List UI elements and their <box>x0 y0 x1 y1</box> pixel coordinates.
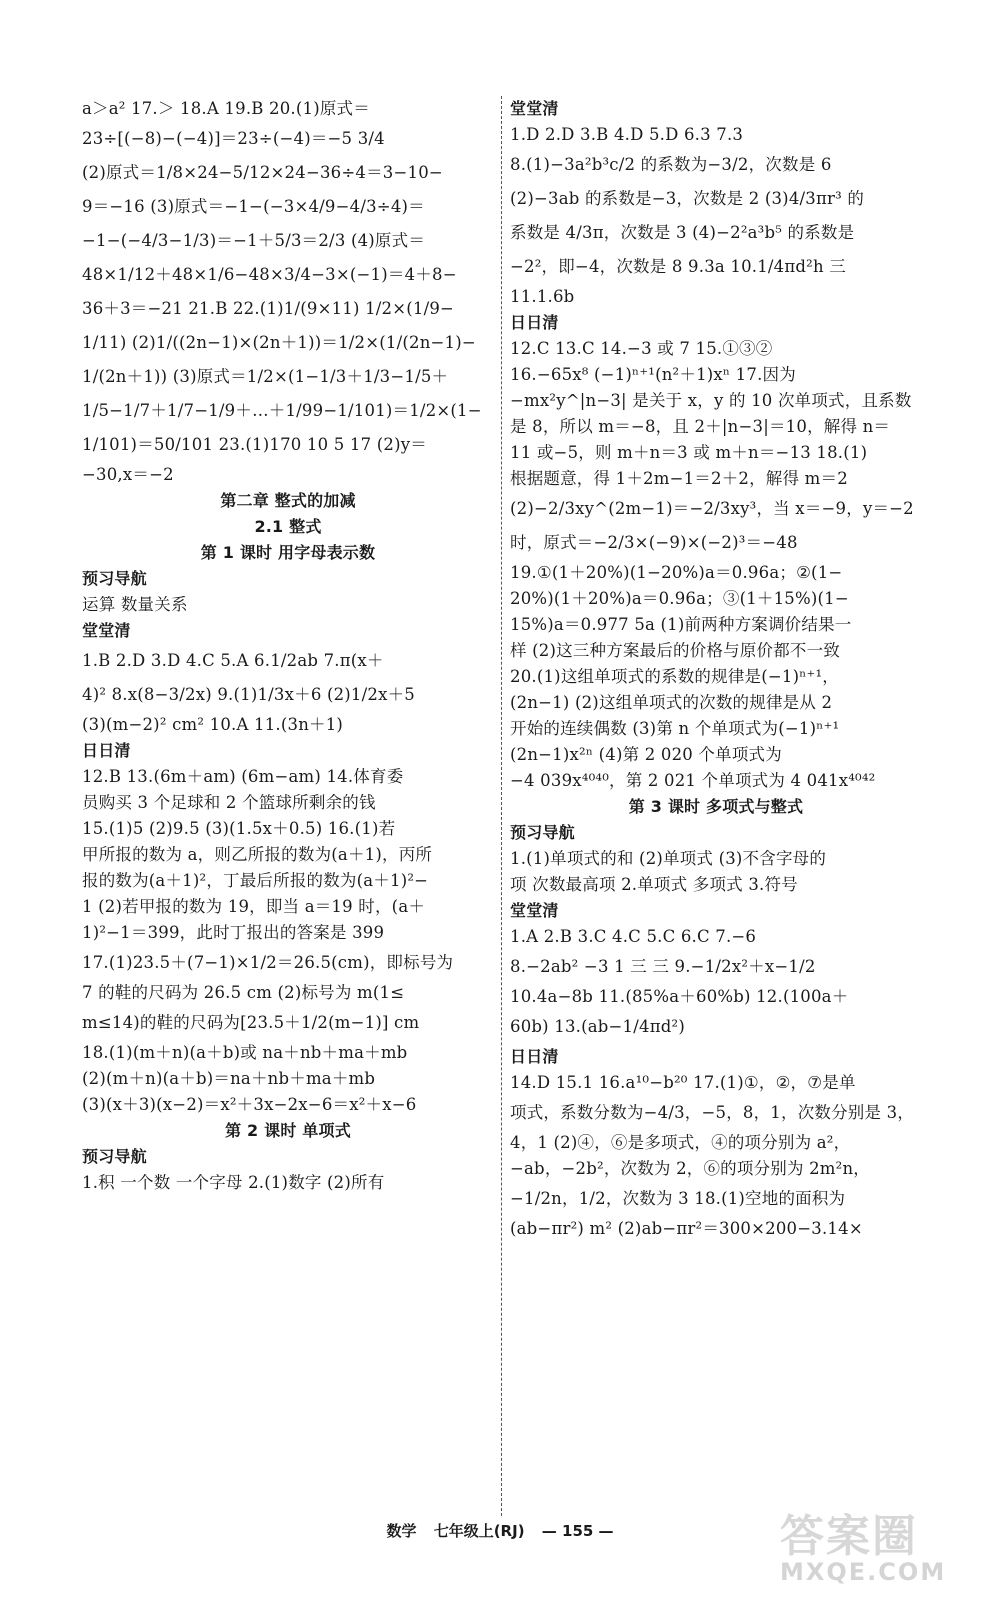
right-answer-line: −1/2n，1/2，次数为 3 18.(1)空地的面积为 <box>510 1189 846 1208</box>
left-answer-line: 2.1 整式 <box>254 517 322 536</box>
right-answer-line: 项 次数最高项 2.单项式 多项式 3.符号 <box>510 875 798 894</box>
right-answer-line: 8.(1)−3a²b³c/2 的系数为−3/2，次数是 6 <box>510 155 832 174</box>
left-answer-line: 预习导航 <box>82 569 147 588</box>
right-answer-line: 11 或−5，则 m＋n＝3 或 m＋n＝−13 18.(1) <box>510 443 868 462</box>
left-answer-line: 4)² 8.x(8−3/2x) 9.(1)1/3x＋6 (2)1/2x＋5 <box>82 685 415 704</box>
left-answer-line: −30,x＝−2 <box>82 465 174 484</box>
right-answer-line: 12.C 13.C 14.−3 或 7 15.①③② <box>510 339 773 358</box>
left-answer-line: 1.B 2.D 3.D 4.C 5.A 6.1/2ab 7.π(x＋ <box>82 651 384 670</box>
column-divider <box>501 96 502 1516</box>
left-answer-line: −1−(−4/3−1/3)＝−1＋5/3＝2/3 (4)原式＝ <box>82 231 426 250</box>
left-answer-line: 1.积 一个数 一个字母 2.(1)数字 (2)所有 <box>82 1173 385 1192</box>
right-answer-line: 时，原式＝−2/3×(−9)×(−2)³＝−48 <box>510 533 798 552</box>
right-answer-line: 1.(1)单项式的和 (2)单项式 (3)不含字母的 <box>510 849 827 868</box>
left-answer-line: a＞a² 17.＞ 18.A 19.B 20.(1)原式＝ <box>82 99 370 118</box>
right-answer-line: 8.−2ab² −3 1 三 三 9.−1/2x²＋x−1/2 <box>510 957 816 976</box>
right-answer-line: 1.A 2.B 3.C 4.C 5.C 6.C 7.−6 <box>510 927 757 946</box>
left-answer-line: 员购买 3 个足球和 2 个篮球所剩余的钱 <box>82 793 376 812</box>
right-answer-line: 11.1.6b <box>510 287 575 306</box>
left-answer-line: 12.B 13.(6m＋am) (6m−am) 14.体育委 <box>82 767 404 786</box>
left-answer-line: (2)(m＋n)(a＋b)＝na＋nb＋ma＋mb <box>82 1069 376 1088</box>
right-answer-line: (2)−3ab 的系数是−3，次数是 2 (3)4/3πr³ 的 <box>510 189 865 208</box>
left-answer-line: 预习导航 <box>82 1147 147 1166</box>
left-answer-line: 第 1 课时 用字母表示数 <box>200 543 376 562</box>
left-answer-line: 1 (2)若甲报的数为 19，即当 a＝19 时，(a＋ <box>82 897 426 916</box>
right-answer-line: −ab，−2b²，次数为 2，⑥的项分别为 2m²n， <box>510 1159 870 1178</box>
right-answer-line: 系数是 4/3π，次数是 3 (4)−2²a³b⁵ 的系数是 <box>510 223 855 242</box>
left-answer-line: 日日清 <box>82 741 131 760</box>
right-answer-line: 堂堂清 <box>510 99 559 118</box>
right-answer-line: 开始的连续偶数 (3)第 n 个单项式为(−1)ⁿ⁺¹ <box>510 719 840 738</box>
right-answer-line: 项式，系数分数为−4/3，−5，8，1，次数分别是 3， <box>510 1103 915 1122</box>
right-column <box>510 96 922 1242</box>
right-answer-line: −2²，即−4，次数是 8 9.3a 10.1/4πd²h 三 <box>510 257 846 276</box>
footer-grade: 七年级上(RJ) <box>433 1522 525 1540</box>
left-answer-line: 第 2 课时 单项式 <box>225 1121 351 1140</box>
right-answer-line: 20.(1)这组单项式的系数的规律是(−1)ⁿ⁺¹， <box>510 667 839 686</box>
left-answer-line: 36＋3＝−21 21.B 22.(1)1/(9×11) 1/2×(1/9− <box>82 299 455 318</box>
left-answer-line: 15.(1)5 (2)9.5 (3)(1.5x＋0.5) 16.(1)若 <box>82 819 396 838</box>
watermark-logo <box>780 1500 980 1590</box>
right-answer-line: 16.−65x⁸ (−1)ⁿ⁺¹(n²＋1)xⁿ 17.因为 <box>510 365 796 384</box>
right-answer-line: 4，1 (2)④，⑥是多项式，④的项分别为 a²， <box>510 1133 851 1152</box>
left-answer-line: 甲所报的数为 a，则乙所报的数为(a＋1)，丙所 <box>82 845 433 864</box>
left-answer-line: 9＝−16 (3)原式＝−1−(−3×4/9−4/3÷4)＝ <box>82 197 425 216</box>
right-answer-line: 堂堂清 <box>510 901 559 920</box>
left-answer-line: 1)²−1＝399，此时丁报出的答案是 399 <box>82 923 385 942</box>
left-answer-line: 23÷[(−8)−(−4)]＝23÷(−4)＝−5 3/4 <box>82 129 385 148</box>
right-answer-line: (2n−1)x²ⁿ (4)第 2 020 个单项式为 <box>510 745 782 764</box>
footer-page-number: — 155 — <box>541 1522 614 1540</box>
left-answer-line: 18.(1)(m＋n)(a＋b)或 na＋nb＋ma＋mb <box>82 1043 408 1062</box>
right-answer-line: 是 8，所以 m＝−8，且 2＋|n−3|＝10，解得 n＝ <box>510 417 891 436</box>
right-answer-line: 15%)a＝0.977 5a (1)前两种方案调价结果一 <box>510 615 852 634</box>
left-answer-line: m≤14)的鞋的尺码为[23.5＋1/2(m−1)] cm <box>82 1013 420 1032</box>
left-answer-line: 报的数为(a＋1)²，丁最后所报的数为(a＋1)²− <box>82 871 429 890</box>
left-answer-line: 运算 数量关系 <box>82 595 188 614</box>
right-answer-line: −mx²y^|n−3| 是关于 x，y 的 10 次单项式，且系数 <box>510 391 912 410</box>
left-answer-line: 1/5−1/7＋1/7−1/9＋…＋1/99−1/101)＝1/2×(1− <box>82 401 482 420</box>
right-answer-line: (ab−πr²) m² (2)ab−πr²＝300×200−3.14× <box>510 1219 863 1238</box>
left-answer-line: 17.(1)23.5＋(7−1)×1/2＝26.5(cm)，即标号为 <box>82 953 454 972</box>
right-answer-line: 日日清 <box>510 1047 559 1066</box>
right-answer-line: (2n−1) (2)这组单项式的次数的规律是从 2 <box>510 693 833 712</box>
right-answer-line: 日日清 <box>510 313 559 332</box>
right-answer-line: 60b) 13.(ab−1/4πd²) <box>510 1017 685 1036</box>
left-answer-line: 7 的鞋的尺码为 26.5 cm (2)标号为 m(1≤ <box>82 983 405 1002</box>
left-answer-line: (2)原式＝1/8×24−5/12×24−36÷4＝3−10− <box>82 163 443 182</box>
right-answer-line: 10.4a−8b 11.(85%a＋60%b) 12.(100a＋ <box>510 987 849 1006</box>
left-answer-line: 第二章 整式的加减 <box>220 491 356 510</box>
right-answer-line: 预习导航 <box>510 823 575 842</box>
left-column <box>82 96 494 1196</box>
right-answer-line: 1.D 2.D 3.B 4.D 5.D 6.3 7.3 <box>510 125 744 144</box>
watermark-logo-text: 答案圈 <box>780 1511 918 1562</box>
right-answer-line: −4 039x⁴⁰⁴⁰，第 2 021 个单项式为 4 041x⁴⁰⁴² <box>510 771 876 790</box>
right-answer-line: (2)−2/3xy^(2m−1)＝−2/3xy³，当 x＝−9，y＝−2 <box>510 499 914 518</box>
left-answer-line: (3)(x＋3)(x−2)＝x²＋3x−2x−6＝x²＋x−6 <box>82 1095 417 1114</box>
right-answer-line: 样 (2)这三种方案最后的价格与原价都不一致 <box>510 641 841 660</box>
left-answer-line: 48×1/12＋48×1/6−48×3/4−3×(−1)＝4＋8− <box>82 265 457 284</box>
watermark-url: MXQE.COM <box>780 1558 947 1586</box>
left-answer-line: 1/11) (2)1/((2n−1)×(2n＋1))＝1/2×(1/(2n−1)− <box>82 333 476 352</box>
left-answer-line: 1/(2n＋1)) (3)原式＝1/2×(1−1/3＋1/3−1/5＋ <box>82 367 449 386</box>
footer-subject: 数学 <box>386 1522 417 1540</box>
left-answer-line: 堂堂清 <box>82 621 131 640</box>
right-answer-line: 根据题意，得 1＋2m−1＝2＋2，解得 m＝2 <box>510 469 848 488</box>
left-answer-line: 1/101)＝50/101 23.(1)170 10 5 17 (2)y＝ <box>82 435 427 454</box>
right-answer-line: 第 3 课时 多项式与整式 <box>628 797 804 816</box>
right-answer-line: 14.D 15.1 16.a¹⁰−b²⁰ 17.(1)①，②，⑦是单 <box>510 1073 856 1092</box>
right-answer-line: 19.①(1＋20%)(1−20%)a＝0.96a；②(1− <box>510 563 843 582</box>
left-answer-line: (3)(m−2)² cm² 10.A 11.(3n＋1) <box>82 715 344 734</box>
right-answer-line: 20%)(1＋20%)a＝0.96a；③(1＋15%)(1− <box>510 589 849 608</box>
